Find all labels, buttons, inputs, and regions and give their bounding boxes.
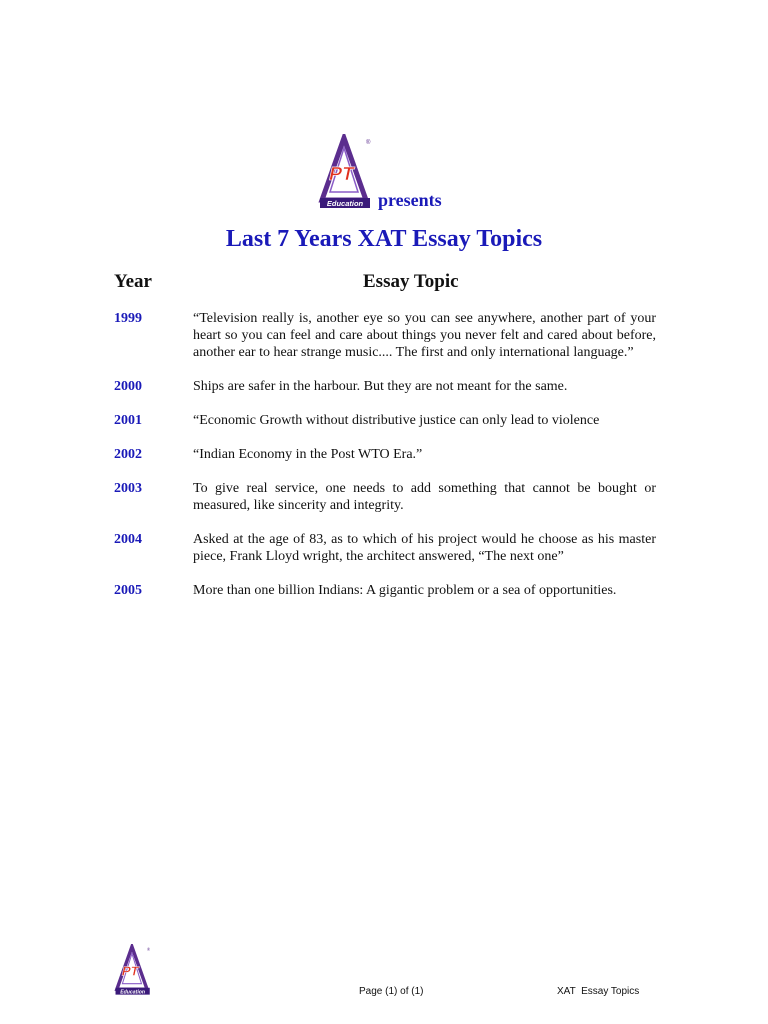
pt-education-logo-icon xyxy=(114,944,154,996)
logo-banner-text: Education xyxy=(326,199,364,208)
topic-year: 2000 xyxy=(114,379,142,394)
topic-year: 2001 xyxy=(114,413,142,428)
topic-row xyxy=(114,378,656,395)
registered-mark: ® xyxy=(366,140,371,146)
logo-mark-text: PT xyxy=(327,164,356,185)
topic-year: 2002 xyxy=(114,447,142,462)
topic-year: 2003 xyxy=(114,481,142,496)
page-number: Page (1) of (1) xyxy=(359,986,424,997)
topic-year: 1999 xyxy=(114,311,142,326)
topic-row xyxy=(114,446,656,463)
topic-row xyxy=(114,480,656,514)
registered-mark: ® xyxy=(147,946,151,952)
topic-row xyxy=(114,412,656,429)
topic-row xyxy=(114,310,656,361)
topic-text: “Economic Growth without distributive justice can only lead to violence xyxy=(193,413,600,428)
topic-row xyxy=(114,531,656,565)
footer-logo xyxy=(114,944,154,996)
topic-text: Asked at the age of 83, as to which of his project would he choose as his master piece, Frank Lloyd wright, the architect answered, “The next one” xyxy=(193,532,656,564)
column-header-essay-topic: Essay Topic xyxy=(363,271,459,292)
topic-text: To give real service, one needs to add something that cannot be bought or measured, like sincerity and integrity. xyxy=(193,481,656,513)
footer-document-title: XAT Essay Topics xyxy=(557,986,640,997)
topic-text: “Indian Economy in the Post WTO Era.” xyxy=(193,447,423,462)
topic-row xyxy=(114,582,656,599)
presents-text: presents xyxy=(378,190,442,210)
essay-topics-list xyxy=(114,310,656,616)
logo-banner-text: Education xyxy=(120,989,146,996)
topic-text: More than one billion Indians: A gigantic problem or a sea of opportunities. xyxy=(193,583,617,598)
pt-education-logo-icon xyxy=(318,134,376,210)
logo-mark-text: PT xyxy=(120,963,141,979)
pt-education-logo xyxy=(318,134,376,210)
topic-text: Ships are safer in the harbour. But they are not meant for the same. xyxy=(193,379,568,394)
topic-year: 2004 xyxy=(114,532,142,547)
topic-year: 2005 xyxy=(114,583,142,598)
topic-text: “Television really is, another eye so you can see anywhere, another part of your heart so you can feel and care about things you never felt and cared about before, another ear to hear strange music.... The first and only international language.” xyxy=(193,311,656,360)
column-header-year: Year xyxy=(114,271,152,292)
page-title: Last 7 Years XAT Essay Topics xyxy=(225,226,543,252)
